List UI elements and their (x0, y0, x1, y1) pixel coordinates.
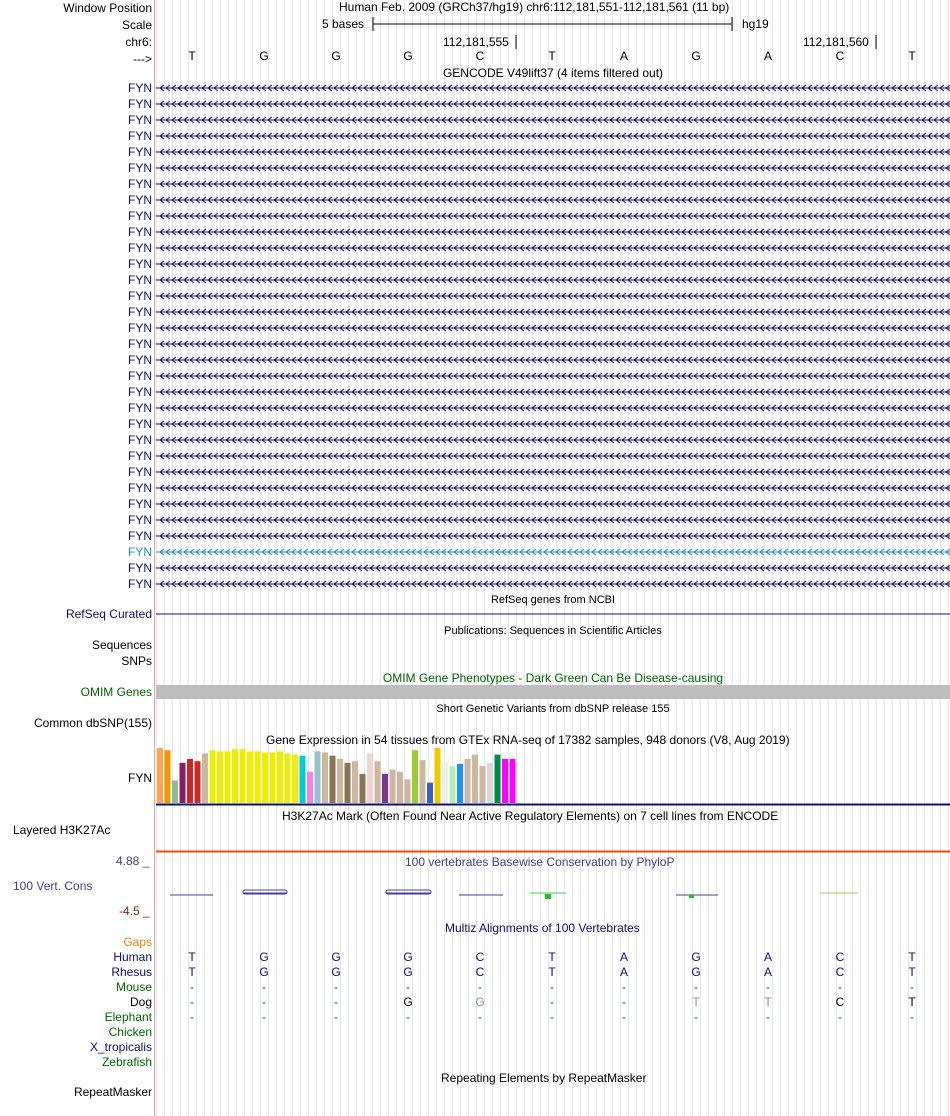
gencode-transcript-label[interactable]: FYN (128, 273, 152, 287)
gtex-tissue-bar (262, 752, 268, 803)
alignment-base: A (763, 950, 772, 964)
gtex-tissue-bar (405, 779, 411, 803)
alignment-base: G (403, 965, 413, 979)
omim-track-label[interactable]: OMIM Genes (80, 685, 152, 699)
alignment-base: G (403, 950, 413, 964)
alignment-base: G (475, 995, 485, 1009)
alignment-base: C (835, 965, 845, 979)
gtex-tissue-bar (487, 763, 493, 803)
alignment-base: T (908, 995, 916, 1009)
alignment-base: G (259, 965, 269, 979)
gencode-transcript-label[interactable]: FYN (128, 113, 152, 127)
gtex-tissue-bar (292, 755, 298, 803)
alignment-base: - (334, 980, 338, 994)
base-letter: T (548, 49, 556, 63)
alignment-base: - (478, 980, 482, 994)
gtex-tissue-bar (382, 774, 388, 803)
alignment-base: - (406, 980, 410, 994)
gtex-tissue-bar (240, 749, 246, 803)
alignment-base: T (908, 965, 916, 979)
base-letter: T (188, 49, 196, 63)
gencode-transcript-label[interactable]: FYN (128, 289, 152, 303)
gencode-transcript-label[interactable]: FYN (128, 497, 152, 511)
alignment-base: C (835, 995, 845, 1009)
gencode-transcript-label[interactable]: FYN (128, 305, 152, 319)
alignment-base: - (190, 1010, 194, 1024)
alignment-base: T (548, 950, 556, 964)
gtex-tissue-bar (202, 754, 208, 804)
coordinate-tick-label: 112,181,555 (443, 35, 509, 49)
chrom-label: chr6: (125, 35, 152, 49)
alignment-base: C (475, 965, 485, 979)
coordinate-tick-label: 112,181,560 (803, 35, 869, 49)
gencode-transcript-label[interactable]: FYN (128, 145, 152, 159)
alignment-base: - (550, 980, 554, 994)
dbsnp-track-label[interactable]: Common dbSNP(155) (33, 716, 152, 730)
gencode-transcript-label[interactable]: FYN (128, 481, 152, 495)
base-letter: G (403, 49, 413, 63)
publications-snps-label[interactable]: SNPs (121, 654, 152, 668)
gtex-tissue-bar (255, 751, 261, 803)
gencode-transcript-label[interactable]: FYN (128, 97, 152, 111)
alignment-base: - (550, 1010, 554, 1024)
assembly-position-text: Human Feb. 2009 (GRCh37/hg19) chr6:112,181,551-112,181,561 (11 bp) (339, 0, 730, 14)
gtex-tissue-bar (322, 752, 328, 803)
alignment-base: - (910, 980, 914, 994)
gencode-transcript-label[interactable]: FYN (128, 177, 152, 191)
base-letter: T (908, 49, 916, 63)
multiz-track-title: Multiz Alignments of 100 Vertebrates (445, 921, 640, 935)
gencode-transcript-label[interactable]: FYN (128, 337, 152, 351)
gtex-tissue-bar (375, 761, 381, 803)
multiz-species-label[interactable]: Human (113, 950, 152, 964)
gtex-tissue-bar (337, 759, 343, 803)
gtex-tissue-bar (420, 760, 426, 803)
gtex-tissue-bar (457, 764, 463, 803)
alignment-base: - (262, 1010, 266, 1024)
alignment-base: - (622, 980, 626, 994)
gtex-tissue-bar (502, 759, 508, 803)
alignment-base: - (262, 980, 266, 994)
gtex-tissue-bar (442, 762, 448, 803)
alignment-base: - (190, 995, 194, 1009)
alignment-base: A (619, 965, 628, 979)
gtex-tissue-bar (360, 774, 366, 803)
phylop-track-title: 100 vertebrates Basewise Conservation by PhyloP (405, 855, 675, 869)
gtex-tissue-bar (397, 772, 403, 803)
gtex-tissue-bar (315, 751, 321, 803)
phylop-signal (689, 895, 694, 898)
scale-label: Scale (121, 18, 152, 32)
gencode-transcript-label[interactable]: FYN (128, 209, 152, 223)
gtex-tissue-bar (390, 769, 396, 803)
alignment-base: C (475, 950, 485, 964)
gtex-tissue-bar (187, 759, 193, 803)
gtex-tissue-bar (307, 772, 313, 803)
gencode-transcript-label[interactable]: FYN (128, 257, 152, 271)
gtex-tissue-bar (480, 766, 486, 803)
gtex-tissue-bar (472, 755, 478, 803)
gencode-transcript-label[interactable]: FYN (128, 529, 152, 543)
phylop-signal (545, 894, 551, 899)
alignment-base: G (691, 965, 701, 979)
gencode-transcript-label[interactable]: FYN (128, 401, 152, 415)
omim-track-title: OMIM Gene Phenotypes - Dark Green Can Be Disease-causing (382, 671, 724, 685)
dbsnp-track-title: Short Genetic Variants from dbSNP release 155 (436, 703, 670, 715)
alignment-base: T (764, 995, 772, 1009)
multiz-species-label[interactable]: X_tropicalis (89, 1040, 152, 1054)
alignment-base: - (550, 995, 554, 1009)
alignment-base: T (548, 965, 556, 979)
gtex-tissue-bar (465, 759, 471, 803)
phylop-track-label[interactable]: 100 Vert. Cons (13, 879, 93, 893)
gtex-tissue-bar (247, 751, 253, 803)
assembly-db-text: hg19 (742, 17, 769, 31)
alignment-base: - (766, 980, 770, 994)
gtex-tissue-bar (217, 751, 223, 803)
gencode-transcript-label[interactable]: FYN (128, 545, 152, 559)
gencode-transcript-label[interactable]: FYN (128, 417, 152, 431)
base-letter: C (835, 49, 845, 63)
alignment-base: - (694, 980, 698, 994)
alignment-base: - (694, 1010, 698, 1024)
base-letter: G (259, 49, 269, 63)
gtex-tissue-bar (172, 780, 178, 803)
multiz-species-label[interactable]: Chicken (108, 1025, 152, 1039)
gtex-tissue-bar (330, 756, 336, 803)
gencode-transcript-label[interactable]: FYN (128, 433, 152, 447)
gtex-tissue-bar (180, 763, 186, 803)
gencode-transcript-label[interactable]: FYN (128, 513, 152, 527)
alignment-base: T (908, 950, 916, 964)
base-letter: A (619, 49, 628, 63)
h3k27ac-track-label[interactable]: Layered H3K27Ac (13, 823, 111, 837)
h3k27ac-track-title: H3K27Ac Mark (Often Found Near Active Regulatory Elements) on 7 cell lines from ENCODE (282, 809, 779, 823)
gtex-tissue-bar (157, 748, 163, 803)
publications-sequences-label[interactable]: Sequences (91, 638, 152, 652)
repeatmasker-track-label[interactable]: RepeatMasker (73, 1085, 152, 1099)
gtex-tissue-bar (232, 749, 238, 803)
refseq-track-title: RefSeq genes from NCBI (490, 594, 616, 606)
gtex-tissue-bar (495, 755, 501, 803)
gencode-transcript-label[interactable]: FYN (128, 353, 152, 367)
gtex-tissue-bar (195, 761, 201, 803)
phylop-max-label: 4.88 _ (116, 854, 150, 868)
alignment-base: - (262, 995, 266, 1009)
gencode-transcript-label[interactable]: FYN (128, 129, 152, 143)
gtex-tissue-bar (367, 754, 373, 804)
gencode-transcript-label[interactable]: FYN (128, 193, 152, 207)
phylop-min-label: -4.5 _ (119, 904, 150, 918)
repeatmasker-track-title: Repeating Elements by RepeatMasker (441, 1071, 647, 1085)
gencode-transcript-label[interactable]: FYN (128, 561, 152, 575)
gencode-transcript-label[interactable]: FYN (128, 241, 152, 255)
refseq-track-label[interactable]: RefSeq Curated (65, 607, 152, 621)
alignment-base: A (763, 965, 772, 979)
gtex-tissue-bar (165, 750, 171, 803)
gtex-tissue-bar (300, 756, 306, 803)
gtex-track-title: Gene Expression in 54 tissues from GTEx RNA-seq of 17382 samples, 948 donors (V8, Aug 2019) (266, 733, 790, 747)
gtex-tissue-bar (412, 750, 418, 803)
gtex-tissue-bar (435, 748, 441, 803)
alignment-base: T (188, 950, 196, 964)
strand-label: ---> (133, 52, 152, 66)
base-letter: C (475, 49, 485, 63)
multiz-gaps-label[interactable]: Gaps (123, 935, 152, 949)
alignment-base: A (619, 950, 628, 964)
multiz-species-label[interactable]: Dog (129, 995, 152, 1009)
gencode-transcript-label[interactable]: FYN (128, 449, 152, 463)
gencode-transcript-label[interactable]: FYN (128, 385, 152, 399)
gtex-tissue-bar (427, 783, 433, 803)
gtex-tissue-bar (450, 766, 456, 803)
base-letter: A (763, 49, 772, 63)
alignment-base: - (766, 1010, 770, 1024)
alignment-base: - (190, 980, 194, 994)
window-position-label: Window Position (63, 1, 152, 15)
alignment-base: - (838, 1010, 842, 1024)
multiz-species-label[interactable]: Mouse (115, 980, 152, 994)
alignment-base: - (334, 995, 338, 1009)
gencode-transcript-label[interactable]: FYN (128, 321, 152, 335)
multiz-species-label[interactable]: Elephant (104, 1010, 152, 1024)
multiz-species-label[interactable]: Rhesus (111, 965, 152, 979)
gencode-transcript-label[interactable]: FYN (128, 465, 152, 479)
base-letter: G (691, 49, 701, 63)
gtex-gene-label[interactable]: FYN (128, 771, 152, 785)
gtex-tissue-bar (277, 751, 283, 803)
gencode-track-title: GENCODE V49lift37 (4 items filtered out) (442, 66, 664, 80)
alignment-base: T (692, 995, 700, 1009)
alignment-base: T (188, 965, 196, 979)
alignment-base: G (259, 950, 269, 964)
alignment-base: - (406, 1010, 410, 1024)
alignment-base: - (910, 1010, 914, 1024)
gtex-tissue-bar (285, 754, 291, 804)
alignment-base: - (838, 980, 842, 994)
gtex-tissue-bar (225, 751, 231, 803)
publications-track-title: Publications: Sequences in Scientific Articles (444, 625, 662, 637)
scale-text: 5 bases (322, 17, 365, 31)
alignment-base: - (478, 1010, 482, 1024)
gencode-transcript-label[interactable]: FYN (128, 161, 152, 175)
gencode-transcript-label[interactable]: FYN (128, 577, 152, 591)
alignment-base: G (331, 965, 341, 979)
gtex-tissue-bar (210, 750, 216, 803)
alignment-base: C (835, 950, 845, 964)
alignment-base: - (622, 1010, 626, 1024)
base-letter: G (331, 49, 341, 63)
alignment-base: G (403, 995, 413, 1009)
alignment-base: - (334, 1010, 338, 1024)
alignment-base: - (622, 995, 626, 1009)
alignment-base: G (331, 950, 341, 964)
multiz-species-label[interactable]: Zebrafish (101, 1055, 152, 1069)
gtex-tissue-bar (345, 763, 351, 803)
gtex-tissue-bar (352, 761, 358, 803)
gtex-tissue-bar (270, 752, 276, 803)
gencode-transcript-label[interactable]: FYN (128, 225, 152, 239)
alignment-base: G (691, 950, 701, 964)
gencode-transcript-label[interactable]: FYN (128, 81, 152, 95)
gtex-tissue-bar (510, 759, 516, 803)
gencode-transcript-label[interactable]: FYN (128, 369, 152, 383)
